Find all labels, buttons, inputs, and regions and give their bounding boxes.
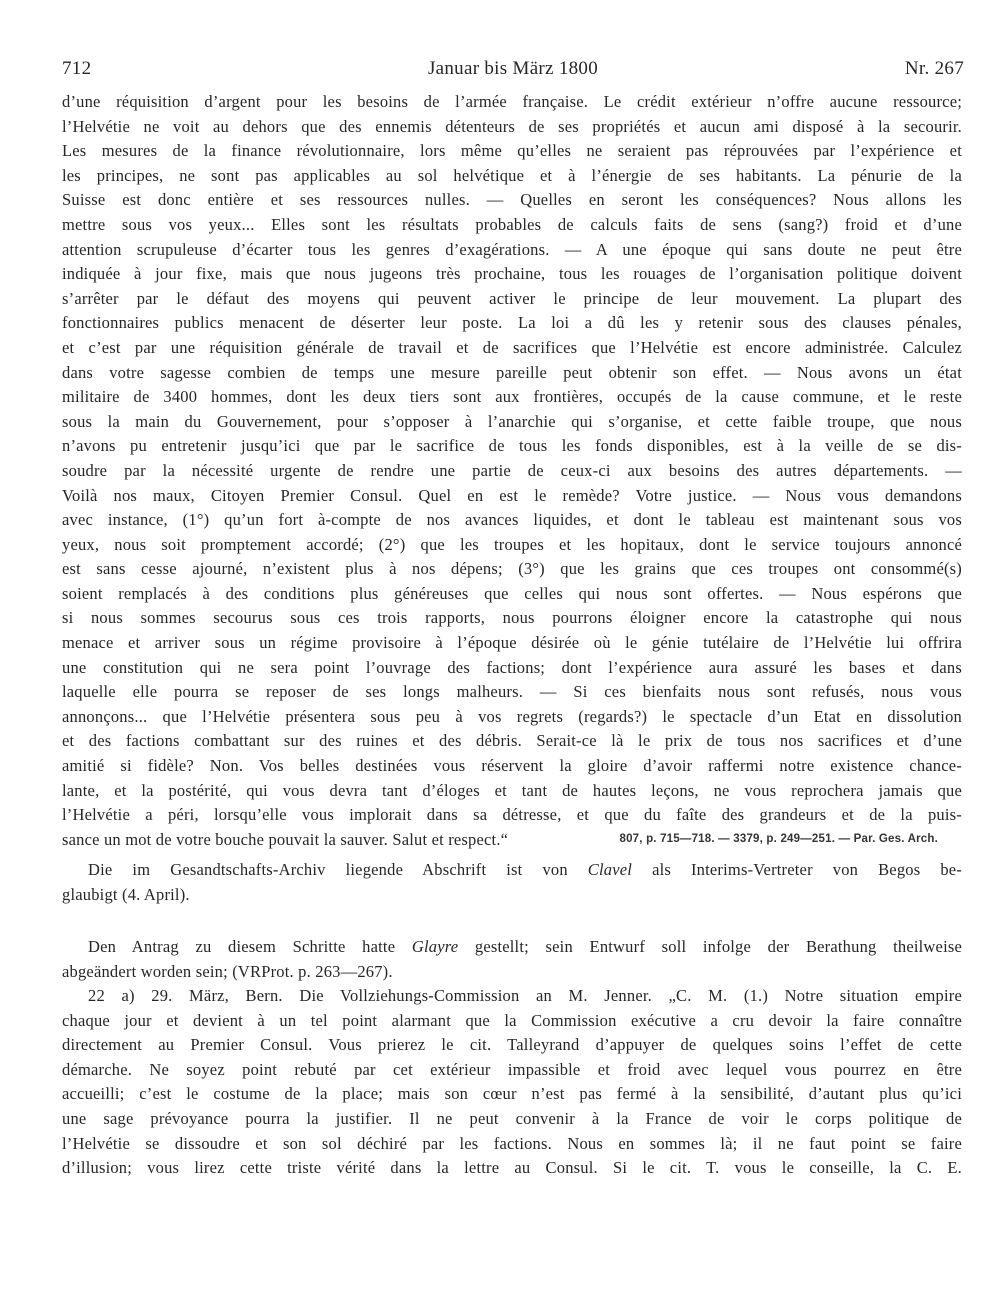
letter-line: dans votre sagesse combien de temps une mesure pareille peut obtenir son effet. — Nous avons un état: [62, 362, 962, 382]
letter-line: d’une réquisition d’argent pour les besoins de l’armée française. Le crédit extérieur n’offre aucune ressource;: [62, 92, 962, 111]
entry-line: d’illusion; vous lirez cette triste vérité dans la lettre au Consul. Si le cit. T. vous le conseille, la C. E.: [62, 1158, 962, 1178]
letter-line: attention scrupuleuse d’écarter tous les genres d’exagérations. — A une époque qui sans doute ne peut être: [62, 239, 962, 259]
letter-line: Suisse est donc entière et ses ressources nulles. — Quelles en seront les conséquences? Nous allons les: [62, 190, 962, 210]
note-text: Den Antrag zu diesem Schritte hatte: [88, 937, 412, 956]
source-number: 3379: [733, 833, 760, 845]
entry-line: 22 a) 29. März, Bern. Die Vollziehungs-Commission an M. Jenner. „C. M. (1.) Notre situation empire: [88, 986, 962, 1005]
letter-line: l’Helvétie a péri, lorsqu’elle vous implorait dans sa détresse, et que du faîte des grandeurs et de la puis-: [62, 805, 962, 825]
note-line: abgeändert worden sein; (VRProt. p. 263—267).: [62, 961, 393, 981]
letter-line: les principes, ne sont pas applicables au sol helvétique et à l’énergie de ses habitants. La pénurie de la: [62, 165, 962, 185]
letter-line: yeux, nous soit promptement accordé; (2°) que les troupes et les hopitaux, dont le service toujours annoncé: [62, 534, 962, 554]
letter-line: menace et arriver sous un régime provisoire à l’époque désirée où le génie tutélaire de l’Helvétie lui offrira: [62, 633, 962, 653]
document-number: Nr. 267: [904, 58, 964, 79]
letter-line: et des factions combattant sur des ruines et des débris. Serait-ce là le prix de tous nos sacrifices et d’une: [62, 731, 962, 751]
editor-note-1: [62, 858, 962, 907]
entry-line: chaque jour et devient à un tel point alarmant que la Commission exécutive a cru devoir la faire connaître: [62, 1010, 962, 1030]
letter-line: est sans cesse ajourné, n’existent plus à nos dépens; (3°) que les grains que ces troupes ont consommé(s): [62, 559, 962, 579]
note-line: glaubigt (4. April).: [62, 884, 190, 904]
source-number: 807: [619, 833, 640, 845]
letter-line: si nous sommes secourus sous ces trois rapports, nous pourrons éloigner encore la catastrophe qui nous: [62, 608, 962, 628]
letter-line: sance un mot de votre bouche pouvait la sauver. Salut et respect.“: [62, 829, 509, 849]
letter-line: laquelle elle pourra se reposer de ses longs malheurs. — Si ces bienfaits nous sont refusés, nous vous: [62, 682, 962, 702]
letter-line: lante, et la postérité, qui vous devra tant d’éloges et tant de hautes leçons, ne vous reprochera jamais que: [62, 780, 962, 800]
letter-line: Voilà nos maux, Citoyen Premier Consul. Quel en est le remède? Votre justice. — Nous vous demandons: [62, 485, 962, 505]
letter-line: avec instance, (1°) qu’un fort à-compte de nos avances liquides, et dont le tableau est maintenant sous vos: [62, 510, 962, 530]
running-header: [62, 58, 964, 84]
note-text: Die im Gesandtschafts-Archiv liegende Abschrift ist von: [88, 860, 588, 879]
note-text: als Interims-Vertreter von Begos be-: [632, 860, 962, 879]
note-person-name: Glayre: [411, 937, 459, 956]
letter-line: amitié si fidèle? Non. Vos belles destinées vous réservent la gloire d’avoir raffermi notre existence chance-: [62, 756, 962, 776]
letter-line: s’arrêter par le défaut des moyens qui peuvent activer le principe de leur mouvement. La plupart des: [62, 288, 962, 308]
letter-line: Les mesures de la finance révolutionnaire, lors même qu’elles ne seraient pas réprouvées par l’expérience et: [62, 141, 962, 161]
letter-line: l’Helvétie ne voit au dehors que des ennemis détenteurs de ses propriétés et aucun ami disposé à la secourir.: [62, 116, 962, 136]
source-pages: , p. 249—251. — Par. Ges. Arch.: [759, 833, 938, 845]
source-pages: , p. 715—718. —: [639, 833, 734, 845]
letter-line: n’avons pu entretenir jusqu’ici que par le sacrifice de tous les fonds disponibles, est à la veille de se dis-: [62, 436, 962, 456]
letter-line: soudre par la nécessité urgente de rendre une partie de ceux-ci aux besoins des autres départements. —: [62, 460, 962, 480]
entry-22a: [62, 984, 962, 1181]
note-person-name: Clavel: [587, 860, 633, 879]
letter-text: [62, 90, 962, 852]
note-line: [62, 935, 962, 960]
letter-line: sous la main du Gouvernement, pour s’opposer à l’anarchie qui s’organise, et cette faible troupe, que nous: [62, 411, 962, 431]
note-line: [62, 858, 962, 883]
letter-line: indiquée à jour fixe, mais que nous jugeons très prochaine, tous les rouages de l’organisation politique doivent: [62, 264, 962, 284]
note-text: gestellt; sein Entwurf soll infolge der Berathung theilweise: [458, 937, 962, 956]
source-reference: [619, 833, 938, 845]
editor-note-2: [62, 935, 962, 984]
running-title: Januar bis März 1800: [427, 58, 599, 79]
letter-line: fonctionnaires publics menacent de déserter leur poste. La loi a dû les y retenir sous des clauses pénales,: [62, 313, 962, 333]
letter-line: et c’est par une réquisition générale de travail et de sacrifices que l’Helvétie est encore administrée. Calculez: [62, 337, 962, 357]
entry-line: directement au Premier Consul. Vous prierez le cit. Talleyrand d’appuyer de quelques soins l’effet de cette: [62, 1035, 962, 1055]
letter-line: soient remplacés à des conditions plus généreuses que celles qui nous sont offertes. — Nous espérons que: [62, 583, 962, 603]
entry-line: une sage prévoyance pourra la justifier. Il ne peut convenir à la France de voir le corps politique de: [62, 1108, 962, 1128]
page-number: 712: [62, 58, 92, 79]
entry-line: accueilli; c’est le costume de la place; mais son cœur n’est pas fermé à la sensibilité, d’autant plus qu’ici: [62, 1084, 962, 1104]
entry-line: démarche. Ne soyez point rebuté par cet extérieur impassible et froid avec lequel vous pourrez en être: [62, 1059, 962, 1079]
entry-line: l’Helvétie se dissoudre et son sol déchiré par les factions. Nous en sommes là; il ne faut point se faire: [62, 1133, 962, 1153]
letter-line: militaire de 3400 hommes, dont les deux tiers sont aux frontières, occupés de la cause commune, et le reste: [62, 387, 962, 407]
letter-line: mettre sous vos yeux... Elles sont les résultats probables de calculs faits de sens (sang?) froid et d’une: [62, 214, 962, 234]
letter-line: une constitution qui ne sera point l’ouvrage des factions; dont l’expérience aura assuré les bases et dans: [62, 657, 962, 677]
letter-line: annonçons... que l’Helvétie présentera sous peu à vos regrets (regards?) le spectacle d’un Etat en dissolution: [62, 706, 962, 726]
